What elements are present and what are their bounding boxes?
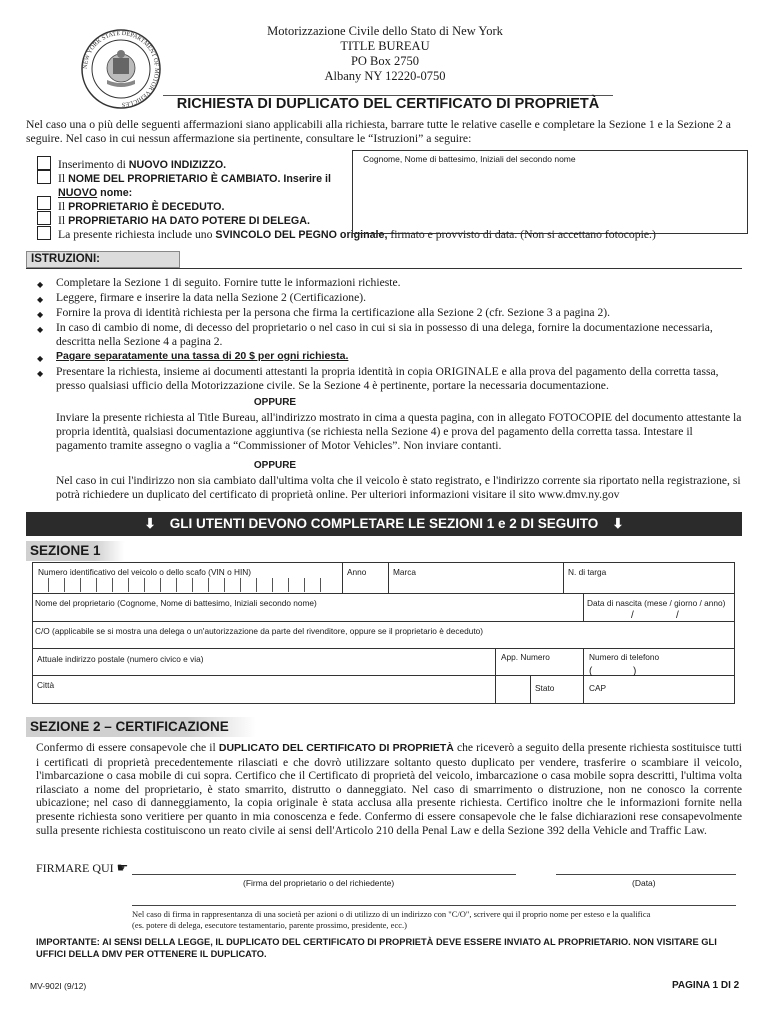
- banner-text: GLI UTENTI DEVONO COMPLETARE LE SEZIONI 1 e 2 DI SEGUITO: [169, 516, 599, 531]
- option-text: Il: [58, 200, 69, 213]
- col-divider: [583, 648, 584, 703]
- footnote-line-1: Nel caso di firma in rappresentanza di una società per azioni o di utilizzo di un indirizzo con "C/O", scrivere qui il proprio nome per esteso e la qualifica: [132, 909, 651, 919]
- sign-here-text: FIRMARE QUI: [36, 861, 114, 875]
- option-bold: nome:: [97, 187, 133, 199]
- bullet-icon: ◆: [37, 295, 44, 304]
- checkbox-lien-release[interactable]: [37, 226, 51, 240]
- dob-field[interactable]: Data di nascita (mese / giorno / anno): [587, 598, 726, 608]
- instruction-6: Presentare la richiesta, insieme ai documenti attestanti la propria identità in copia ORIGINALE e alla prova del pagamento della corretta tassa, presso qualsiasi ufficio della Motorizzazione civile. Se la Sezione 4 è pertinente, portare la necessaria documentazione.: [56, 365, 719, 392]
- arrow-down-icon: ⬇: [144, 516, 156, 531]
- make-field[interactable]: Marca: [393, 567, 417, 577]
- page-number: PAGINA 1 DI 2: [672, 980, 740, 991]
- representative-name-field[interactable]: [132, 905, 736, 906]
- care-of-field[interactable]: C/O (applicabile se si mostra una delega o un'autorizzazione da parte del rivenditore, oppure se il proprietario è deceduto): [35, 626, 484, 636]
- col-divider: [583, 593, 584, 621]
- vin-char-slot: [320, 578, 321, 592]
- year-field[interactable]: Anno: [347, 567, 367, 577]
- vin-char-slot: [96, 578, 97, 592]
- bullet-icon: ◆: [37, 369, 44, 378]
- col-divider: [530, 675, 531, 703]
- vin-char-slot: [288, 578, 289, 592]
- arrow-down-icon: ⬇: [612, 516, 624, 531]
- vin-char-slot: [272, 578, 273, 592]
- option-text: firmato e provvisto di data. (Non si accettano fotocopie.): [387, 228, 656, 241]
- intro-text: Nel caso una o più delle seguenti affermazioni siano applicabili alla richiesta, barrare tutte le relative caselle e completare la Sezione 1 e la Sezione 2 a seguire. Nel caso in cui nessun affermazione sia pertinente, consultare le “Istruzioni” a seguire:: [26, 118, 731, 145]
- instructions-divider: [26, 268, 742, 269]
- new-name-field[interactable]: [352, 150, 748, 234]
- phone-paren-open: (: [589, 666, 593, 677]
- state-field[interactable]: Stato: [535, 683, 555, 693]
- vin-char-slot: [144, 578, 145, 592]
- option-bold-underlined: NUOVO: [58, 187, 98, 199]
- footnote-line-2: (es. potere di delega, esecutore testamentario, parente prossimo, presidente, ecc.): [132, 920, 407, 930]
- vin-char-slot: [224, 578, 225, 592]
- option-owner-deceased: [58, 200, 224, 214]
- option-bold: PROPRIETARIO È DECEDUTO.: [68, 201, 225, 213]
- date-caption: (Data): [632, 878, 656, 888]
- vin-char-slot: [112, 578, 113, 592]
- vin-char-slot: [304, 578, 305, 592]
- bullet-icon: ◆: [37, 325, 44, 334]
- sections-banner: [26, 512, 742, 536]
- date-field[interactable]: [556, 874, 736, 875]
- option-bold: PROPRIETARIO HA DATO POTERE DI DELEGA.: [68, 215, 310, 227]
- col-divider: [563, 563, 564, 593]
- option-text: Inserimento di: [58, 158, 129, 171]
- instruction-mail: Inviare la presente richiesta al Title Bureau, all'indirizzo mostrato in cima a questa pagina, con in allegato FOTOCOPIE del documento attestante la propria identità, qualsiasi documentazione aggiuntiva (se richiesta nella Sezione 4) e prova del pagamento della corretta tassa. Intestare il pagamento tramite assegno o vaglia a “Commissioner of Motor Vehicles”. Non inviare contanti.: [56, 411, 742, 452]
- nys-dmv-seal: [80, 28, 162, 110]
- col-divider: [495, 648, 496, 703]
- col-divider: [388, 563, 389, 593]
- row-divider: [33, 675, 734, 676]
- vin-char-slot: [208, 578, 209, 592]
- zip-field[interactable]: CAP: [589, 683, 607, 693]
- address-field[interactable]: Attuale indirizzo postale (numero civico e via): [37, 654, 204, 664]
- section-1-table: [32, 562, 735, 704]
- vin-char-slot: [64, 578, 65, 592]
- plate-field[interactable]: N. di targa: [568, 567, 607, 577]
- owner-name-field[interactable]: Nome del proprietario (Cognome, Nome di battesimo, Iniziali secondo nome): [35, 598, 317, 608]
- oppure-label: OPPURE: [253, 460, 297, 471]
- option-text: Il: [58, 214, 69, 227]
- seal-text: NEW YORK STATE DEPARTMENT OF MOTOR VEHICLES: [81, 29, 161, 109]
- vin-char-slot: [128, 578, 129, 592]
- option-name-changed: [58, 172, 331, 186]
- row-divider: [33, 593, 734, 594]
- new-name-label: Cognome, Nome di battesimo, Iniziali del secondo nome: [363, 154, 576, 164]
- instruction-2: Leggere, firmare e inserire la data nella Sezione 2 (Certificazione).: [56, 291, 366, 304]
- agency-bureau: TITLE BUREAU: [340, 39, 430, 53]
- city-field[interactable]: Città: [37, 680, 55, 690]
- bullet-icon: ◆: [37, 354, 44, 363]
- option-new-address: [58, 158, 226, 172]
- certification-text: [36, 741, 742, 837]
- checkbox-new-address[interactable]: [37, 156, 51, 170]
- vin-char-slot: [256, 578, 257, 592]
- section-1-heading: SEZIONE 1: [26, 541, 124, 561]
- option-bold: NUOVO INDIZIZZO.: [128, 159, 227, 171]
- bullet-icon: ◆: [37, 310, 44, 319]
- phone-field[interactable]: Numero di telefono: [589, 652, 660, 662]
- signature-caption: (Firma del proprietario o del richiedente): [243, 878, 395, 888]
- checkbox-power-of-attorney[interactable]: [37, 211, 51, 225]
- agency-name: Motorizzazione Civile dello Stato di New York: [267, 24, 503, 38]
- oppure-label: OPPURE: [253, 397, 297, 408]
- option-bold: NOME DEL PROPRIETARIO È CAMBIATO. Inserire il: [68, 173, 331, 185]
- agency-address: [210, 24, 560, 84]
- instruction-3: Fornire la prova di identità richiesta per la persona che firma la certificazione alla Sezione 2 (cfr. Sezione 3 a pagina 2).: [56, 306, 611, 319]
- important-notice: IMPORTANTE: AI SENSI DELLA LEGGE, IL DUPLICATO DEL CERTIFICATO DI PROPRIETÀ DEVE ESSERE INVIATO AL PROPRIETARIO. NON VISITARE GLI UFFICI DELLA DMV PER OTTENERE IL DUPLICATO.: [36, 937, 717, 959]
- option-bold: SVINCOLO DEL PEGNO originale,: [215, 229, 388, 241]
- checkbox-name-changed[interactable]: [37, 170, 51, 184]
- vin-char-slot: [80, 578, 81, 592]
- agency-po-box: PO Box 2750: [350, 54, 420, 68]
- vin-field[interactable]: Numero identificativo del veicolo o dello scafo (VIN o HIN): [38, 567, 252, 577]
- vin-char-slot: [192, 578, 193, 592]
- vin-char-slot: [160, 578, 161, 592]
- form-title: RICHIESTA DI DUPLICATO DEL CERTIFICATO DI PROPRIETÀ: [163, 95, 613, 113]
- instruction-online: Nel caso in cui l'indirizzo non sia cambiato dall'ultima volta che il veicolo è stato registrato, e l'indirizzo corrente sia riportato nella registrazione, si potrà richiedere un duplicato del certificato di proprietà online. Per ulteriori informazioni visitare il sito www.dmv.ny.gov: [56, 474, 741, 501]
- checkbox-owner-deceased[interactable]: [37, 196, 51, 210]
- agency-city: Albany NY 12220-0750: [324, 69, 446, 83]
- row-divider: [33, 648, 734, 649]
- apt-field[interactable]: App. Numero: [501, 652, 550, 662]
- vin-char-slot: [240, 578, 241, 592]
- vin-char-slot: [48, 578, 49, 592]
- option-text: Il: [58, 172, 69, 185]
- pointing-hand-icon: ☛: [116, 860, 129, 875]
- representative-note: [132, 909, 732, 931]
- bullet-icon: ◆: [37, 280, 44, 289]
- instruction-1: Completare la Sezione 1 di seguito. Fornire tutte le informazioni richieste.: [56, 276, 401, 289]
- signature-field[interactable]: [132, 874, 516, 875]
- row-divider: [33, 621, 734, 622]
- cert-text: Confermo di essere consapevole che il: [36, 741, 219, 754]
- option-text: La presente richiesta include uno: [58, 228, 216, 241]
- instruction-5-fee: Pagare separatamente una tassa di 20 $ per ogni richiesta.: [56, 350, 349, 362]
- phone-paren-close: ): [633, 666, 637, 677]
- instruction-4: In caso di cambio di nome, di decesso del proprietario o nel caso in cui si sia in possesso di una delega, fornire la documentazione necessaria, descritta nella Sezione 4 a pagina 2.: [56, 321, 713, 348]
- dob-separator: /: [631, 610, 634, 621]
- form-number: MV-902I (9/12): [30, 981, 87, 991]
- col-divider: [342, 563, 343, 593]
- sign-here-label: [36, 860, 128, 876]
- option-power-of-attorney: [58, 214, 310, 228]
- dob-separator: /: [676, 610, 679, 621]
- section-2-heading: SEZIONE 2 – CERTIFICAZIONE: [26, 717, 256, 737]
- cert-bold: DUPLICATO DEL CERTIFICATO DI PROPRIETÀ: [218, 742, 454, 754]
- vin-char-slot: [176, 578, 177, 592]
- option-new-name: [58, 186, 132, 200]
- instructions-heading: ISTRUZIONI:: [26, 251, 180, 268]
- cert-text: che riceverò a seguito della presente richiesta sostituisce tutti i certificati di proprietà precedentemente rilasciati e che dovrò utilizzare soltanto questo duplicato per vendere, trasferire o scambiare il veicolo, l'imbarcazione o casa mobile di cui sopra. Certifico che il Certificato di proprietà del veicolo, imbarcazione o casa mobile sopra descritti, l'ultima volta rilasciato a nome del proprietario, è stato smarrito, distrutto o danneggiato. Nel caso di smarrimento o distruzione, non ne conosco la corrente ubicazione; nel caso di danneggiamento, la copia originale è stata acclusa alla presente richiesta. Certifico inoltre che le informazioni fornite nella presente richiesta sono veritiere per quanto in mia conoscenza e fede. Confermo di essere consapevole che le false dichiarazioni rese consapevolmente sulla presente richiesta costituiscono un reato civile ai sensi dell'Articolo 210 della Penal Law e della Sezione 392 della Vehicle and Traffic Law.: [36, 741, 742, 837]
